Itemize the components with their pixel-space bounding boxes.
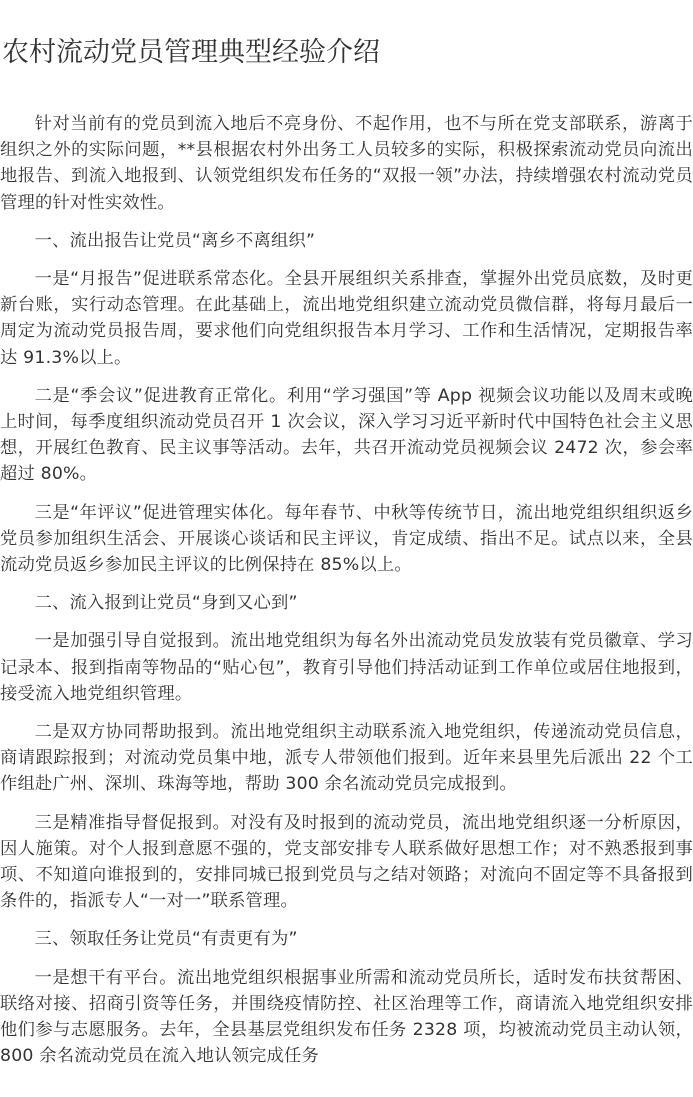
paragraph-intro: 针对当前有的党员到流入地后不亮身份、不起作用，也不与所在党支部联系，游离于组织之外的实际问题，**县根据农村外出务工人员较多的实际，积极探索流动党员向流出地报告、到流入地报到、认领党组织发布任务的“双报一领”办法，持续增强农村流动党员管理的针对性实效性。 (0, 114, 693, 213)
paragraph: 三是精准指导督促报到。对没有及时报到的流动党员，流出地党组织逐一分析原因，因人施策。对个人报到意愿不强的，党支部安排专人联系做好思想工作；对不熟悉报到事项、不知道向谁报到的，安排同城已报到党员与之结对领路；对流向不固定等不具备报到条件的，指派专人“一对一”联系管理。 (0, 812, 693, 912)
article-body (0, 111, 693, 1070)
paragraph: 一是加强引导自觉报到。流出地党组织为每名外出流动党员发放装有党员徽章、学习记录本、报到指南等物品的“贴心包”，教育引导他们持活动证到工作单位或居住地报到，接受流入地党组织管理。 (0, 631, 693, 704)
paragraph: 二是“季会议”促进教育正常化。利用“学习强国”等 App 视频会议功能以及周末或晚上时间，每季度组织流动党员召开 1 次会议，深入学习习近平新时代中国特色社会主义思想，开展红色教育、民主议事等活动。去年，共召开流动党员视频会议 2472 次，参会率超过 80%。 (0, 385, 693, 485)
section-heading-1: 一、流出报告让党员“离乡不离组织” (34, 230, 316, 251)
section-heading-2: 二、流入报到让党员“身到又心到” (34, 593, 298, 614)
paragraph: 二是双方协同帮助报到。流出地党组织主动联系流入地党组织，传递流动党员信息，商请跟踪报到；对流动党员集中地，派专人带领他们报到。近年来县里先后派出 22 个工作组赴广州、深圳、珠海等地，帮助 300 余名流动党员完成报到。 (0, 722, 693, 795)
paragraph: 一是“月报告”促进联系常态化。全县开展组织关系排查，掌握外出党员底数，及时更新台账，实行动态管理。在此基础上，流出地党组织建立流动党员微信群，将每月最后一周定为流动党员报告周，要求他们向党组织报告本月学习、工作和生活情况，定期报告率达 91.3%以上。 (0, 269, 693, 368)
article-title: 农村流动党员管理典型经验介绍 (2, 37, 380, 68)
paragraph: 一是想干有平台。流出地党组织根据事业所需和流动党员所长，适时发布扶贫帮困、联络对接、招商引资等任务，并围绕疫情防控、社区治理等工作，商请流入地党组织安排他们参与志愿服务。去年，全县基层党组织发布任务 2328 项，均被流动党员主动认领，800 余名流动党员在流入地认领完成任务 (0, 967, 693, 1067)
paragraph: 三是“年评议”促进管理实体化。每年春节、中秋等传统节日，流出地党组织组织返乡党员参加组织生活会、开展谈心谈话和民主评议，肯定成绩、指出不足。试点以来，全县流动党员返乡参加民主评议的比例保持在 85%以上。 (0, 502, 693, 576)
section-heading-3: 三、领取任务让党员“有责更有为” (34, 929, 298, 950)
